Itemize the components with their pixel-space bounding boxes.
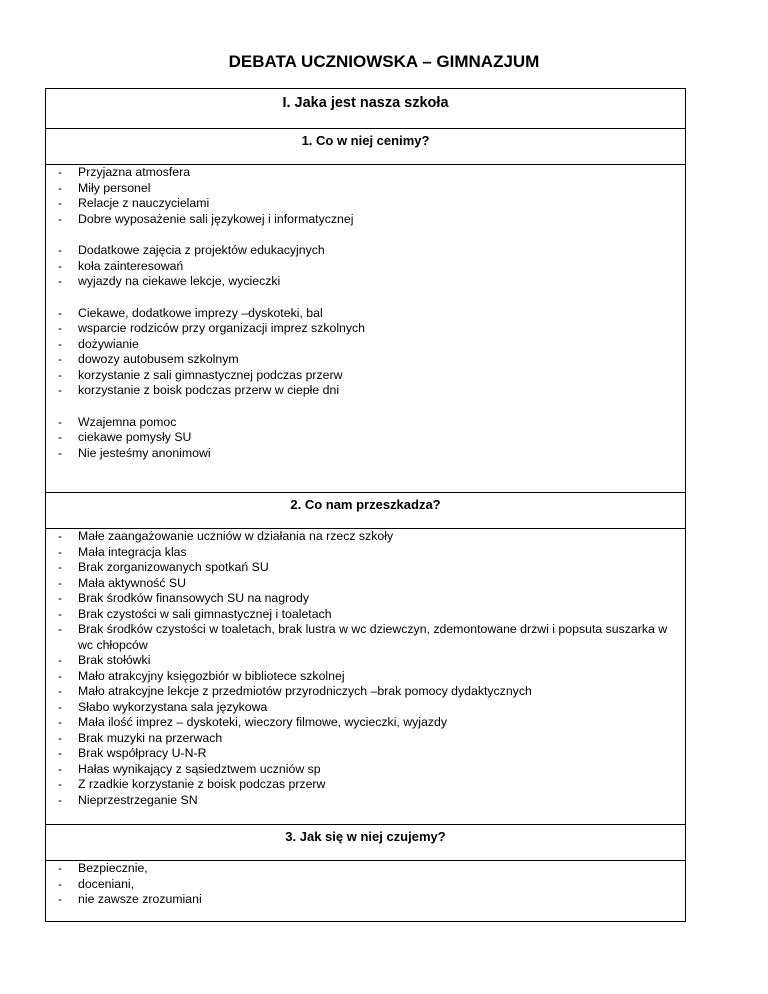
- list-item: - Przyjazna atmosfera: [46, 165, 681, 181]
- list-item: - Nie jesteśmy anonimowi: [46, 446, 681, 462]
- list-item: - Mała aktywność SU: [46, 576, 681, 592]
- list-item: - Małe zaangażowanie uczniów w działania na rzecz szkoły: [46, 529, 681, 545]
- subsection-body-2: [46, 529, 685, 825]
- section-title: I. Jaka jest nasza szkoła: [46, 89, 685, 129]
- list-item: - koła zainteresowań: [46, 259, 681, 275]
- list-item: - korzystanie z boisk podczas przerw w ciepłe dni: [46, 383, 681, 399]
- list-item: - Ciekawe, dodatkowe imprezy –dyskoteki, bal: [46, 306, 681, 322]
- list-item: - Dodatkowe zajęcia z projektów edukacyjnych: [46, 243, 681, 259]
- list-group-1: [46, 165, 681, 227]
- list-item: - Wzajemna pomoc: [46, 415, 681, 431]
- list-item: - Mała integracja klas: [46, 545, 681, 561]
- subsection-heading-1: 1. Co w niej cenimy?: [46, 129, 685, 165]
- list-item: - Mała ilość imprez – dyskoteki, wieczory filmowe, wycieczki, wyjazdy: [46, 715, 681, 731]
- list-item: - Hałas wynikający z sąsiedztwem uczniów sp: [46, 762, 681, 778]
- list-group-3: [46, 306, 681, 399]
- list-item: - nie zawsze zrozumiani: [46, 892, 681, 908]
- subsection-heading-2: 2. Co nam przeszkadza?: [46, 493, 685, 529]
- list-item: - Słabo wykorzystana sala językowa: [46, 700, 681, 716]
- list-item: - Mało atrakcyjne lekcje z przedmiotów przyrodniczych –brak pomocy dydaktycznych: [46, 684, 681, 700]
- list-item: - korzystanie z sali gimnastycznej podczas przerw: [46, 368, 681, 384]
- document-title: DEBATA UCZNIOWSKA – GIMNAZJUM: [228, 52, 540, 71]
- list-item: - dożywianie: [46, 337, 681, 353]
- list-item: - Z rzadkie korzystanie z boisk podczas przerw: [46, 777, 681, 793]
- list-item: - wsparcie rodziców przy organizacji imprez szkolnych: [46, 321, 681, 337]
- list-item: - ciekawe pomysły SU: [46, 430, 681, 446]
- list-item: - Brak muzyki na przerwach: [46, 731, 681, 747]
- feelings-list: [46, 861, 681, 908]
- subsection-body-1: [46, 165, 685, 493]
- list-group-2: [46, 243, 681, 290]
- subsection-body-3: [46, 861, 685, 921]
- list-item: - dowozy autobusem szkolnym: [46, 352, 681, 368]
- list-item: - Brak stołówki: [46, 653, 681, 669]
- list-item: - Brak zorganizowanych spotkań SU: [46, 560, 681, 576]
- list-item: - doceniani,: [46, 877, 681, 893]
- list-item: - Dobre wyposażenie sali językowej i informatycznej: [46, 212, 681, 228]
- debate-table: [45, 88, 686, 922]
- list-item: - Brak środków finansowych SU na nagrody: [46, 591, 681, 607]
- list-item: - Brak czystości w sali gimnastycznej i toaletach: [46, 607, 681, 623]
- problems-list: [46, 529, 681, 808]
- list-item: - Relacje z nauczycielami: [46, 196, 681, 212]
- list-item: - Brak środków czystości w toaletach, brak lustra w wc dziewczyn, zdemontowane drzwi i popsuta suszarka w wc chłopców: [46, 622, 681, 653]
- list-group-4: [46, 415, 681, 462]
- list-item: - Mało atrakcyjny księgozbiór w bibliotece szkolnej: [46, 669, 681, 685]
- subsection-heading-3: 3. Jak się w niej czujemy?: [46, 825, 685, 861]
- list-item: - Nieprzestrzeganie SN: [46, 793, 681, 809]
- list-item: - Brak współpracy U-N-R: [46, 746, 681, 762]
- list-item: - wyjazdy na ciekawe lekcje, wycieczki: [46, 274, 681, 290]
- list-item: - Bezpiecznie,: [46, 861, 681, 877]
- list-item: - Miły personel: [46, 181, 681, 197]
